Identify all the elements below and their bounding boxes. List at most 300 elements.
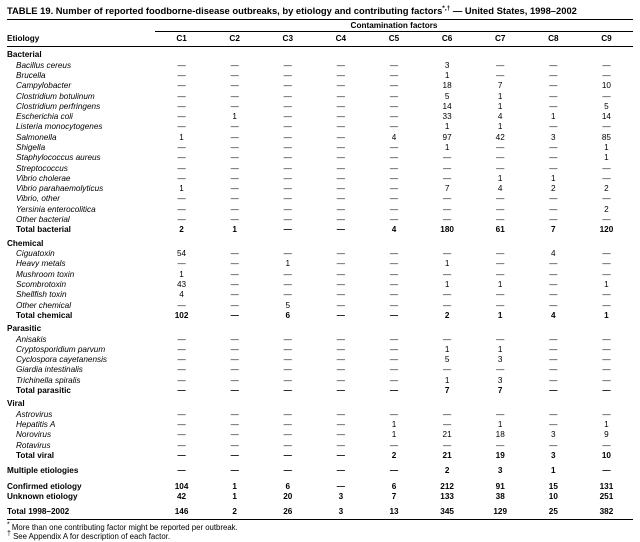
- value-cell: 6: [391, 481, 397, 491]
- value-cell: 5: [285, 300, 291, 310]
- value-cell: 15: [548, 481, 558, 491]
- value-cell: —: [283, 153, 292, 163]
- value-cell: 1: [232, 481, 237, 491]
- value-cell: —: [177, 215, 186, 225]
- value-cell: —: [602, 173, 611, 183]
- value-cell: 1: [391, 420, 397, 430]
- value-cell: —: [496, 163, 505, 173]
- value-cell: —: [230, 269, 239, 279]
- value-cell: —: [177, 163, 186, 173]
- value-cell: 91: [495, 481, 505, 491]
- value-cell: —: [336, 430, 345, 440]
- column-header-c7: C7: [474, 32, 527, 47]
- value-cell: —: [283, 430, 292, 440]
- value-cell: —: [230, 365, 239, 375]
- value-cell: 1: [497, 122, 503, 132]
- value-cell: —: [336, 344, 345, 354]
- value-cell: —: [177, 91, 186, 101]
- value-cell: 10: [548, 491, 558, 501]
- value-cell: —: [549, 290, 558, 300]
- value-cell: —: [177, 386, 186, 396]
- value-cell: —: [177, 420, 186, 430]
- value-cell: —: [336, 215, 345, 225]
- table-row: [7, 420, 633, 430]
- value-cell: —: [336, 355, 345, 365]
- value-cell: —: [602, 466, 611, 476]
- value-cell: —: [389, 60, 399, 70]
- value-cell: 1: [497, 91, 503, 101]
- table-row: [7, 81, 633, 91]
- value-cell: —: [443, 300, 452, 310]
- value-cell: 9: [604, 430, 609, 440]
- table-row: [7, 451, 633, 461]
- table-row: [7, 215, 633, 225]
- column-header-c6: C6: [421, 32, 474, 47]
- value-cell: —: [230, 430, 239, 440]
- value-cell: 180: [440, 225, 454, 235]
- value-cell: —: [389, 143, 399, 152]
- value-cell: —: [177, 194, 186, 204]
- row-label: Clostridium botulinum: [16, 91, 95, 101]
- row-label: Clostridium perfringens: [16, 101, 101, 111]
- table-row: [7, 386, 633, 396]
- value-cell: 251: [599, 491, 614, 501]
- value-cell: —: [336, 279, 345, 289]
- value-cell: 1: [232, 112, 237, 122]
- value-cell: —: [230, 466, 239, 476]
- value-cell: —: [602, 91, 611, 101]
- column-header-row: [7, 32, 633, 47]
- table-row: [7, 310, 633, 320]
- value-cell: 14: [442, 101, 452, 111]
- value-cell: —: [602, 440, 611, 450]
- value-cell: —: [389, 81, 399, 91]
- value-cell: —: [549, 375, 558, 385]
- table-row: [7, 60, 633, 70]
- value-cell: —: [230, 173, 239, 183]
- row-label: Other bacterial: [16, 215, 70, 225]
- value-cell: —: [283, 91, 292, 101]
- value-cell: 131: [599, 481, 614, 491]
- value-cell: 2: [391, 450, 397, 460]
- value-cell: —: [389, 386, 399, 396]
- value-cell: —: [549, 259, 558, 269]
- value-cell: 10: [601, 81, 611, 91]
- value-cell: 3: [338, 491, 344, 501]
- row-label: Brucella: [16, 70, 46, 80]
- column-header-c9: C9: [580, 32, 633, 47]
- row-label: Listeria monocytogenes: [16, 122, 103, 132]
- value-cell: —: [496, 409, 505, 419]
- value-cell: 4: [391, 225, 397, 235]
- value-cell: —: [283, 440, 292, 450]
- value-cell: —: [496, 365, 505, 375]
- value-cell: —: [549, 269, 558, 279]
- value-cell: —: [283, 81, 292, 91]
- value-cell: —: [602, 300, 611, 310]
- row-label: Vibrio, other: [16, 194, 60, 204]
- value-cell: 1: [551, 112, 556, 122]
- value-cell: 3: [551, 430, 556, 440]
- value-cell: —: [230, 440, 239, 450]
- value-cell: —: [336, 450, 345, 460]
- value-cell: 1: [497, 420, 503, 430]
- row-label: Scombrotoxin: [16, 279, 67, 289]
- value-cell: —: [389, 466, 399, 476]
- value-cell: 1: [551, 466, 556, 476]
- row-label: Shigella: [16, 143, 46, 152]
- section-row: [7, 321, 633, 334]
- value-cell: —: [389, 269, 399, 279]
- value-cell: 1: [179, 132, 184, 142]
- value-cell: —: [336, 132, 345, 142]
- value-cell: —: [336, 440, 345, 450]
- value-cell: —: [336, 481, 345, 491]
- value-cell: —: [230, 101, 239, 111]
- value-cell: —: [389, 91, 399, 101]
- value-cell: —: [177, 375, 186, 385]
- value-cell: 2: [604, 204, 609, 214]
- value-cell: 1: [285, 259, 291, 269]
- row-label: Other chemical: [16, 300, 72, 310]
- value-cell: 1: [179, 269, 184, 279]
- table-row: [7, 507, 633, 520]
- value-cell: 1: [604, 143, 609, 152]
- table-row: [7, 101, 633, 111]
- value-cell: —: [283, 466, 292, 476]
- value-cell: —: [549, 409, 558, 419]
- value-cell: 4: [391, 132, 397, 142]
- value-cell: —: [602, 60, 611, 70]
- value-cell: —: [389, 334, 399, 344]
- value-cell: —: [496, 259, 505, 269]
- value-cell: 7: [551, 225, 556, 235]
- row-label: Unknown etiology: [7, 491, 78, 501]
- value-cell: —: [549, 440, 558, 450]
- footnote-1-marker: *: [7, 521, 10, 529]
- value-cell: —: [336, 91, 345, 101]
- row-label: Hepatitis A: [16, 420, 56, 430]
- value-cell: —: [336, 60, 345, 70]
- value-cell: 1: [444, 344, 450, 354]
- table-row: [7, 290, 633, 300]
- table-row: [7, 430, 633, 440]
- value-cell: 1: [444, 279, 450, 289]
- table-row: [7, 375, 633, 385]
- table-row: [7, 355, 633, 365]
- value-cell: —: [230, 184, 239, 194]
- value-cell: —: [230, 409, 239, 419]
- value-cell: —: [496, 290, 505, 300]
- value-cell: —: [283, 204, 292, 214]
- value-cell: 345: [421, 507, 474, 520]
- value-cell: —: [230, 204, 239, 214]
- value-cell: 21: [442, 450, 452, 460]
- value-cell: —: [549, 386, 558, 396]
- value-cell: 1: [551, 173, 556, 183]
- table-row: [7, 122, 633, 132]
- value-cell: —: [443, 249, 452, 259]
- value-cell: —: [336, 122, 345, 132]
- value-cell: 3: [444, 60, 450, 70]
- value-cell: —: [602, 215, 611, 225]
- row-label: Anisakis: [16, 334, 47, 344]
- value-cell: 2: [444, 466, 450, 476]
- value-cell: 43: [177, 279, 187, 289]
- value-cell: —: [336, 204, 345, 214]
- value-cell: —: [230, 300, 239, 310]
- table-row: [7, 300, 633, 310]
- value-cell: 212: [440, 481, 454, 491]
- value-cell: —: [549, 204, 558, 214]
- value-cell: —: [549, 81, 558, 91]
- value-cell: —: [177, 259, 186, 269]
- row-label: Mushroom toxin: [16, 269, 75, 279]
- value-cell: —: [443, 153, 452, 163]
- value-cell: —: [177, 60, 186, 70]
- value-cell: —: [389, 122, 399, 132]
- row-label: Total parasitic: [16, 386, 71, 396]
- value-cell: 102: [174, 310, 189, 320]
- table-row: [7, 163, 633, 173]
- row-label: Confirmed etiology: [7, 481, 82, 491]
- value-cell: 104: [174, 481, 189, 491]
- value-cell: —: [177, 365, 186, 375]
- table-row: [7, 409, 633, 419]
- value-cell: 61: [495, 225, 505, 235]
- value-cell: 54: [177, 249, 187, 259]
- value-cell: —: [230, 132, 239, 142]
- table-row: [7, 365, 633, 375]
- footnote-2-marker: †: [7, 530, 11, 538]
- value-cell: —: [177, 440, 186, 450]
- value-cell: —: [389, 365, 399, 375]
- value-cell: —: [496, 269, 505, 279]
- value-cell: —: [177, 450, 186, 460]
- value-cell: 5: [604, 101, 609, 111]
- column-header-c2: C2: [208, 32, 261, 47]
- value-cell: —: [443, 163, 452, 173]
- value-cell: 1: [604, 153, 609, 163]
- value-cell: —: [177, 173, 186, 183]
- row-label: Total chemical: [16, 310, 73, 320]
- value-cell: —: [549, 101, 558, 111]
- table-row: [7, 259, 633, 269]
- value-cell: 1: [444, 122, 450, 132]
- column-header-c5: C5: [367, 32, 420, 47]
- row-label: Cryptosporidium parvum: [16, 344, 106, 354]
- table-row: [7, 204, 633, 214]
- value-cell: 6: [285, 481, 291, 491]
- value-cell: 3: [497, 355, 503, 365]
- value-cell: —: [177, 70, 186, 80]
- table-row: [7, 249, 633, 259]
- value-cell: 4: [551, 310, 556, 320]
- value-cell: —: [177, 466, 186, 476]
- row-label: Shellfish toxin: [16, 290, 67, 300]
- value-cell: 1: [444, 143, 450, 152]
- value-cell: 382: [580, 507, 633, 520]
- value-cell: 97: [442, 132, 452, 142]
- row-label: Multiple etiologies: [7, 466, 79, 476]
- table-row: [7, 491, 633, 501]
- table-row: [7, 112, 633, 122]
- value-cell: 1: [497, 310, 503, 320]
- value-cell: 7: [497, 81, 503, 91]
- value-cell: —: [230, 215, 239, 225]
- value-cell: —: [230, 70, 239, 80]
- value-cell: —: [389, 310, 399, 320]
- value-cell: —: [230, 386, 239, 396]
- value-cell: —: [283, 355, 292, 365]
- value-cell: 33: [442, 112, 452, 122]
- value-cell: 7: [444, 386, 450, 396]
- value-cell: —: [336, 386, 345, 396]
- value-cell: 2: [208, 507, 261, 520]
- value-cell: 1: [444, 70, 450, 80]
- value-cell: —: [230, 60, 239, 70]
- value-cell: —: [336, 420, 345, 430]
- value-cell: —: [496, 70, 505, 80]
- value-cell: —: [496, 300, 505, 310]
- value-cell: 2: [551, 184, 556, 194]
- value-cell: —: [336, 300, 345, 310]
- contamination-factors-spanner: Contamination factors: [155, 20, 633, 32]
- value-cell: 1: [497, 101, 503, 111]
- title-footnote-markers: *,†: [442, 5, 451, 12]
- value-cell: —: [389, 112, 399, 122]
- value-cell: —: [336, 259, 345, 269]
- value-cell: 4: [497, 184, 503, 194]
- value-cell: 21: [442, 430, 452, 440]
- row-label: Escherichia coli: [16, 112, 73, 122]
- value-cell: 133: [440, 491, 454, 501]
- value-cell: —: [602, 122, 611, 132]
- row-label: Trichinella spiralis: [16, 375, 81, 385]
- value-cell: —: [389, 249, 399, 259]
- row-label: Bacillus cereus: [16, 60, 72, 70]
- value-cell: —: [389, 375, 399, 385]
- value-cell: 42: [177, 491, 187, 501]
- value-cell: —: [177, 204, 186, 214]
- value-cell: —: [336, 163, 345, 173]
- value-cell: 3: [551, 132, 556, 142]
- row-label: Giardia intestinalis: [16, 365, 83, 375]
- value-cell: —: [177, 409, 186, 419]
- row-label: Total 1998–2002: [7, 507, 155, 520]
- value-cell: 1: [604, 279, 609, 289]
- row-label: Chemical: [7, 238, 44, 248]
- column-header-c4: C4: [314, 32, 367, 47]
- value-cell: 7: [444, 184, 450, 194]
- value-cell: —: [230, 249, 239, 259]
- section-row: [7, 46, 633, 60]
- value-cell: —: [177, 430, 186, 440]
- value-cell: —: [230, 91, 239, 101]
- value-cell: —: [336, 173, 345, 183]
- value-cell: —: [230, 81, 239, 91]
- outbreaks-table: [7, 19, 633, 520]
- value-cell: —: [389, 70, 399, 80]
- table-row: [7, 344, 633, 354]
- table-title: [7, 5, 633, 16]
- table-row: [7, 132, 633, 142]
- value-cell: —: [336, 466, 345, 476]
- value-cell: —: [389, 194, 399, 204]
- value-cell: —: [602, 290, 611, 300]
- footnote-1: [7, 523, 633, 533]
- value-cell: —: [496, 249, 505, 259]
- value-cell: 25: [527, 507, 580, 520]
- row-label: Rotavirus: [16, 440, 51, 450]
- value-cell: —: [602, 386, 611, 396]
- value-cell: —: [549, 91, 558, 101]
- value-cell: —: [283, 279, 292, 289]
- value-cell: —: [283, 122, 292, 132]
- value-cell: —: [230, 420, 239, 430]
- value-cell: 4: [497, 112, 503, 122]
- value-cell: —: [336, 101, 345, 111]
- value-cell: —: [389, 215, 399, 225]
- value-cell: —: [549, 334, 558, 344]
- value-cell: —: [602, 355, 611, 365]
- value-cell: 7: [497, 386, 503, 396]
- table-row: [7, 184, 633, 194]
- value-cell: —: [389, 259, 399, 269]
- value-cell: —: [443, 365, 452, 375]
- value-cell: —: [336, 194, 345, 204]
- value-cell: 85: [601, 132, 611, 142]
- value-cell: 13: [367, 507, 420, 520]
- value-cell: —: [283, 70, 292, 80]
- value-cell: —: [283, 194, 292, 204]
- value-cell: 1: [391, 430, 397, 440]
- value-cell: —: [602, 269, 611, 279]
- value-cell: —: [549, 194, 558, 204]
- value-cell: 38: [495, 491, 505, 501]
- column-header-c1: C1: [155, 32, 208, 47]
- value-cell: —: [177, 153, 186, 163]
- value-cell: —: [230, 310, 239, 320]
- value-cell: —: [549, 215, 558, 225]
- value-cell: —: [549, 70, 558, 80]
- value-cell: 3: [497, 375, 503, 385]
- value-cell: —: [602, 344, 611, 354]
- value-cell: —: [549, 279, 558, 289]
- value-cell: —: [283, 101, 292, 111]
- value-cell: —: [336, 334, 345, 344]
- value-cell: —: [336, 153, 345, 163]
- value-cell: —: [549, 300, 558, 310]
- value-cell: —: [283, 420, 292, 430]
- value-cell: —: [602, 259, 611, 269]
- row-label: Vibrio parahaemolyticus: [16, 184, 104, 194]
- value-cell: 1: [497, 279, 503, 289]
- value-cell: —: [602, 163, 611, 173]
- value-cell: —: [177, 101, 186, 111]
- row-label: Yersinia enterocolitica: [16, 204, 96, 214]
- value-cell: —: [389, 184, 399, 194]
- value-cell: 1: [232, 225, 237, 235]
- value-cell: —: [443, 269, 452, 279]
- value-cell: 2: [604, 184, 609, 194]
- value-cell: —: [443, 409, 452, 419]
- row-label: Astrovirus: [16, 409, 53, 419]
- section-row: [7, 235, 633, 248]
- value-cell: —: [336, 225, 345, 235]
- value-cell: —: [336, 81, 345, 91]
- value-cell: —: [602, 409, 611, 419]
